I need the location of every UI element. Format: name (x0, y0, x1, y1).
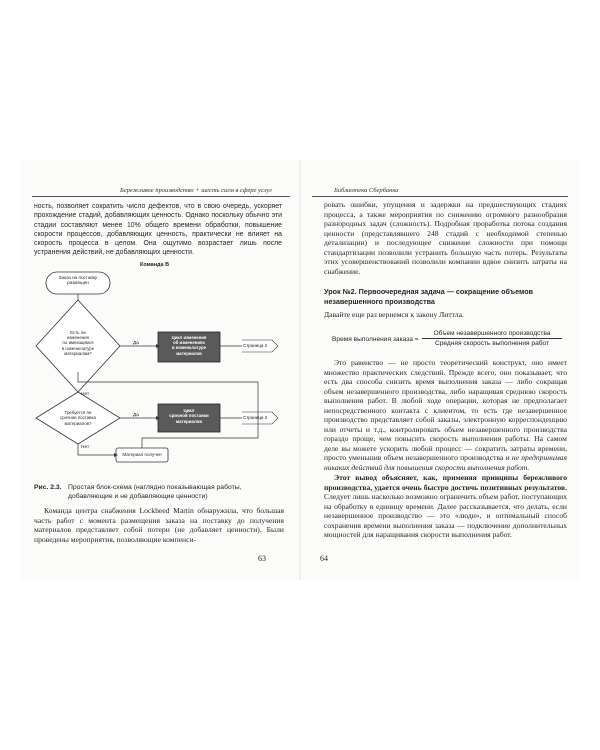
flowchart-graphics (28, 264, 288, 479)
paragraph-3-bold: Этот вывод объясняет, как, применяя принципы бережливого производства, удается очень быстро достичь позитивных результатов. (324, 473, 567, 492)
intro-line: Давайте еще раз вернемся к закону Литтла. (324, 310, 464, 319)
decision-1-label (50, 330, 106, 356)
left-running-head: Бережливое производство + шесть сигм в сфере услуг (120, 187, 272, 194)
left-page-number: 63 (258, 554, 266, 563)
figure-caption-label: Рис. 2.3. (34, 484, 62, 491)
right-paragraph-2 (324, 358, 567, 472)
paragraph-3-rest: Следует лишь насколько возможно ограничить объем работ, поступающих на обработку в единицу времени. Далее рассказывается, что делать, если незавершенное производство — это «люди», и оптимальный способ сохранения времени выполнения заказа — подключение дополнительных мощностей для наращивания скорости выполнения работ. (324, 492, 567, 539)
right-header-rule (312, 196, 568, 197)
process-1-line-1: Цикл изменения (171, 335, 207, 340)
decision-2-line-3: материалов? (64, 420, 92, 426)
right-top-paragraph: ровать ошибки, упущения и задержки на предшествующих стадиях процесса, а также мероприятия по снижению огромного разнообразия разнородных задач (сложность). Подробная проработка потока создания ценности (представлявшего 248 стадий с необходимой степенью детализации) и последующее снижение сложности при помощи стандартизации позволили устранить большую часть потерь. Результаты этих усовершенствований позволили компании вдвое снизить затраты на снабжение. (324, 200, 567, 276)
page-ref-1: Страница 2 (243, 343, 268, 348)
process-1-line-3: в номенклатуре (171, 345, 207, 351)
lesson-heading: Урок №2. Первоочередная задача — сокращение объемов незавершенного производства (324, 287, 534, 306)
paragraph-2-main: Это равенство — не просто теоретический конструкт, оно имеет множество практических следствий. Прежде всего, оно показывает, что есть два способа снизить время выполнения заказа — либо сокращая объем незавершенного производства, либо наращивая среднюю скорость выполнения работ. В любой ходе операции, которая не предполагает непосредственного контакта с клиентом, то есть где незавершенное производство представляет собой заказы, электронную корреспонденцию или отчеты и т.д., контролировать объем незавершенного производства гораздо проще, чем повысить скорость выполнения работы. На самом деле вы можете ускорить любой процесс — сократить затраты времени, просто уменьшив объем незавершенного производства и (324, 358, 567, 462)
paragraph-2-italic: не предпринимая никаких действий для повышения скорости выполнения работ. (324, 453, 567, 472)
decision-1-line-4: в номенклатуре (61, 345, 95, 351)
right-page (302, 160, 580, 580)
process-1-line-4: материалов (176, 350, 202, 356)
left-bottom-paragraph: Команда центра снабжения Lockheed Martin обнаружила, что большая часть работ с момента размещения заказа на поставку до получения материалов представляет собой потери (не добавляет ценности). Были проведены мероприятия, позволяющие компенси- (34, 506, 284, 544)
decision-1-line-1: Есть ли (70, 330, 86, 335)
book-gutter (299, 160, 301, 580)
decision-2-line-2: срочная поставка (60, 415, 96, 421)
yes-label-2: Да (133, 413, 139, 418)
process-1-label (158, 335, 220, 356)
left-top-paragraph: ность, позволяет сократить число дефектов, что в свою очередь, ускоряет прохождение стадий, добавляющих ценность. Однако поскольку обычно эти стадии составляют менее 10% общего времени обработки, повышение скорости процессов, добавляющих ценность, практически не влияет на скорость процесса в целом. Она ощутимо возрастает лишь после устранения действий, не добавляющих ценности. (34, 203, 282, 257)
right-page-number: 64 (320, 554, 328, 563)
formula-fraction (422, 330, 562, 347)
decision-2-line-1: Требуется ли (64, 410, 92, 415)
formula-numerator: Объем незавершенного производства (422, 330, 562, 339)
decision-2-label (50, 410, 106, 426)
process-2-line-1: Цикл (183, 408, 195, 413)
right-paragraph-3 (324, 473, 567, 540)
flowchart (28, 264, 288, 479)
no-label-1: Нет (81, 392, 90, 397)
start-label-line-2: размещен (67, 280, 89, 286)
decision-1-line-3: по имеющимся (62, 340, 94, 346)
end-label: Материал получен (122, 452, 162, 457)
flowchart-title: Команда B (140, 262, 170, 268)
littles-law-formula (332, 330, 572, 352)
no-label-2: Нет (81, 445, 90, 450)
left-page (20, 160, 300, 580)
figure-caption-text: Простая блок-схема (наглядно показывающая работы, добавляющие и не добавляющие ценности) (68, 484, 242, 500)
yes-label-1: Да (133, 341, 139, 346)
process-2-label (158, 408, 220, 424)
process-2-line-2: срочной поставки (169, 413, 209, 419)
left-header-rule (32, 196, 290, 197)
process-1-line-2: об изменениях (173, 340, 205, 346)
process-2-line-3: материалов (175, 418, 203, 424)
start-label (46, 275, 110, 286)
page-ref-2: Страница 3 (243, 415, 268, 420)
right-running-head: Библиотека Сбербанка (334, 187, 399, 194)
formula-denominator: Средняя скорость выполнения работ (434, 340, 550, 347)
formula-lhs: Время выполнения заказа = (332, 336, 419, 343)
start-label-line-1: Заказ на поставку (58, 275, 98, 280)
decision-1-line-5: материалам? (64, 350, 92, 356)
decision-1-line-2: изменения (66, 335, 90, 341)
